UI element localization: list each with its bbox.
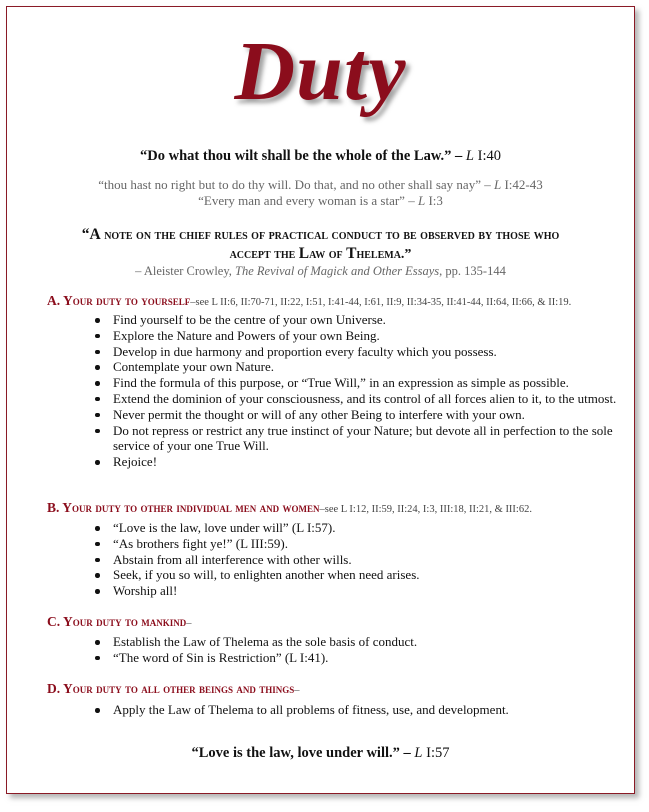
secondary-quote-1-book: L — [493, 177, 502, 192]
closing-quote-dash: – — [399, 745, 415, 761]
attribution-pages: , pp. 135-144 — [439, 264, 506, 278]
attribution — [7, 264, 634, 279]
list-item: Rejoice! — [95, 454, 620, 470]
section-a-refs: –see L II:6, II:70-71, II:22, I:51, I:41-44, I:61, II:9, II:34-35, II:41-44, II:64, II:66, & II:19. — [190, 297, 572, 308]
section-c-heading — [47, 614, 191, 630]
attribution-work: The Revival of Magick and Other Essays — [235, 264, 440, 278]
document-page — [6, 6, 635, 794]
section-b-letter: B. — [47, 500, 63, 515]
list-item: Extend the dominion of your consciousness, and its control of all forces alien to it, to the utmost. — [95, 391, 620, 407]
section-b-list — [95, 520, 620, 599]
section-d-letter: D. — [47, 681, 63, 696]
secondary-quote-1 — [7, 177, 634, 193]
list-item: Abstain from all interference with other wills. — [95, 552, 620, 568]
section-c-letter: C. — [47, 614, 63, 629]
section-b-title: Your duty to other individual men and women — [62, 500, 320, 515]
section-b-refs: –see L I:12, II:59, II:24, I:3, III:18, II:21, & III:62. — [319, 504, 532, 515]
essay-heading-body-1: note on the chief rules of practical conduct to be observed by those who — [100, 228, 560, 243]
opening-quote-book: L — [465, 148, 474, 164]
list-item: Do not repress or restrict any true instinct of your Nature; but devote all in perfection to the sole service of your one True Will. — [95, 423, 620, 455]
opening-quote-dash: – — [451, 148, 466, 164]
section-a-heading — [47, 293, 571, 309]
secondary-quote-1-dash: – — [480, 177, 494, 192]
secondary-quote-2 — [7, 193, 634, 209]
essay-heading-law-rest: aw of — [309, 247, 347, 262]
section-c-refs: – — [186, 618, 192, 629]
essay-heading-open: “A — [81, 226, 101, 243]
section-c-list — [95, 634, 620, 666]
secondary-quote-2-dash: – — [404, 193, 418, 208]
closing-quote — [7, 745, 634, 762]
section-a-list — [95, 312, 620, 470]
closing-quote-book: L — [414, 745, 423, 761]
list-item: Find the formula of this purpose, or “True Will,” in an expression as simple as possible. — [95, 375, 620, 391]
list-item: Find yourself to be the centre of your own Universe. — [95, 312, 620, 328]
closing-quote-ref: I:57 — [422, 745, 450, 761]
essay-heading-line-1 — [27, 226, 614, 245]
opening-quote — [7, 148, 634, 165]
list-item: Apply the Law of Thelema to all problems of fitness, use, and development. — [95, 702, 620, 718]
list-item: Seek, if you so will, to enlighten another when need arises. — [95, 567, 620, 583]
secondary-quote-1-ref: I:42-43 — [501, 177, 543, 192]
list-item: “The word of Sin is Restriction” (L I:41). — [95, 650, 620, 666]
section-a-title: Your duty to yourself — [63, 293, 191, 308]
list-item: Establish the Law of Thelema as the sole basis of conduct. — [95, 634, 620, 650]
page-title: Duty — [234, 25, 407, 118]
essay-heading-line-2 — [27, 245, 614, 264]
section-b-heading — [47, 500, 532, 516]
section-c-title: Your duty to mankind — [63, 614, 187, 629]
section-d-heading — [47, 681, 300, 697]
secondary-quote-1-text: “thou hast no right but to do thy will. Do that, and no other shall say nay” — [98, 177, 481, 192]
list-item: Develop in due harmony and proportion every faculty which you possess. — [95, 344, 620, 360]
list-item: Worship all! — [95, 583, 620, 599]
section-d-refs: – — [294, 685, 300, 696]
secondary-quote-2-text: “Every man and every woman is a star” — [198, 193, 405, 208]
closing-quote-text: “Love is the law, love under will.” — [191, 745, 400, 761]
essay-heading-law-initial: L — [298, 245, 310, 262]
essay-heading-body-2: accept the — [229, 247, 299, 262]
secondary-quote-2-book: L — [417, 193, 426, 208]
essay-heading — [7, 226, 634, 264]
list-item: “Love is the law, love under will” (L I:57). — [95, 520, 620, 536]
secondary-quotes — [7, 177, 634, 209]
list-item: “As brothers fight ye!” (L III:59). — [95, 536, 620, 552]
list-item: Never permit the thought or will of any other Being to interfere with your own. — [95, 407, 620, 423]
list-item: Explore the Nature and Powers of your own Being. — [95, 328, 620, 344]
section-d-title: Your duty to all other beings and things — [63, 681, 295, 696]
essay-heading-thelema-initial: T — [346, 245, 357, 262]
opening-quote-text: “Do what thou wilt shall be the whole of the Law.” — [140, 148, 452, 164]
section-a-letter: A. — [47, 293, 63, 308]
list-item: Contemplate your own Nature. — [95, 359, 620, 375]
section-d-list — [95, 702, 620, 718]
secondary-quote-2-ref: I:3 — [425, 193, 443, 208]
attribution-author: – Aleister Crowley, — [135, 264, 236, 278]
essay-heading-thelema-rest: helema.” — [356, 247, 412, 262]
opening-quote-ref: I:40 — [473, 148, 501, 164]
